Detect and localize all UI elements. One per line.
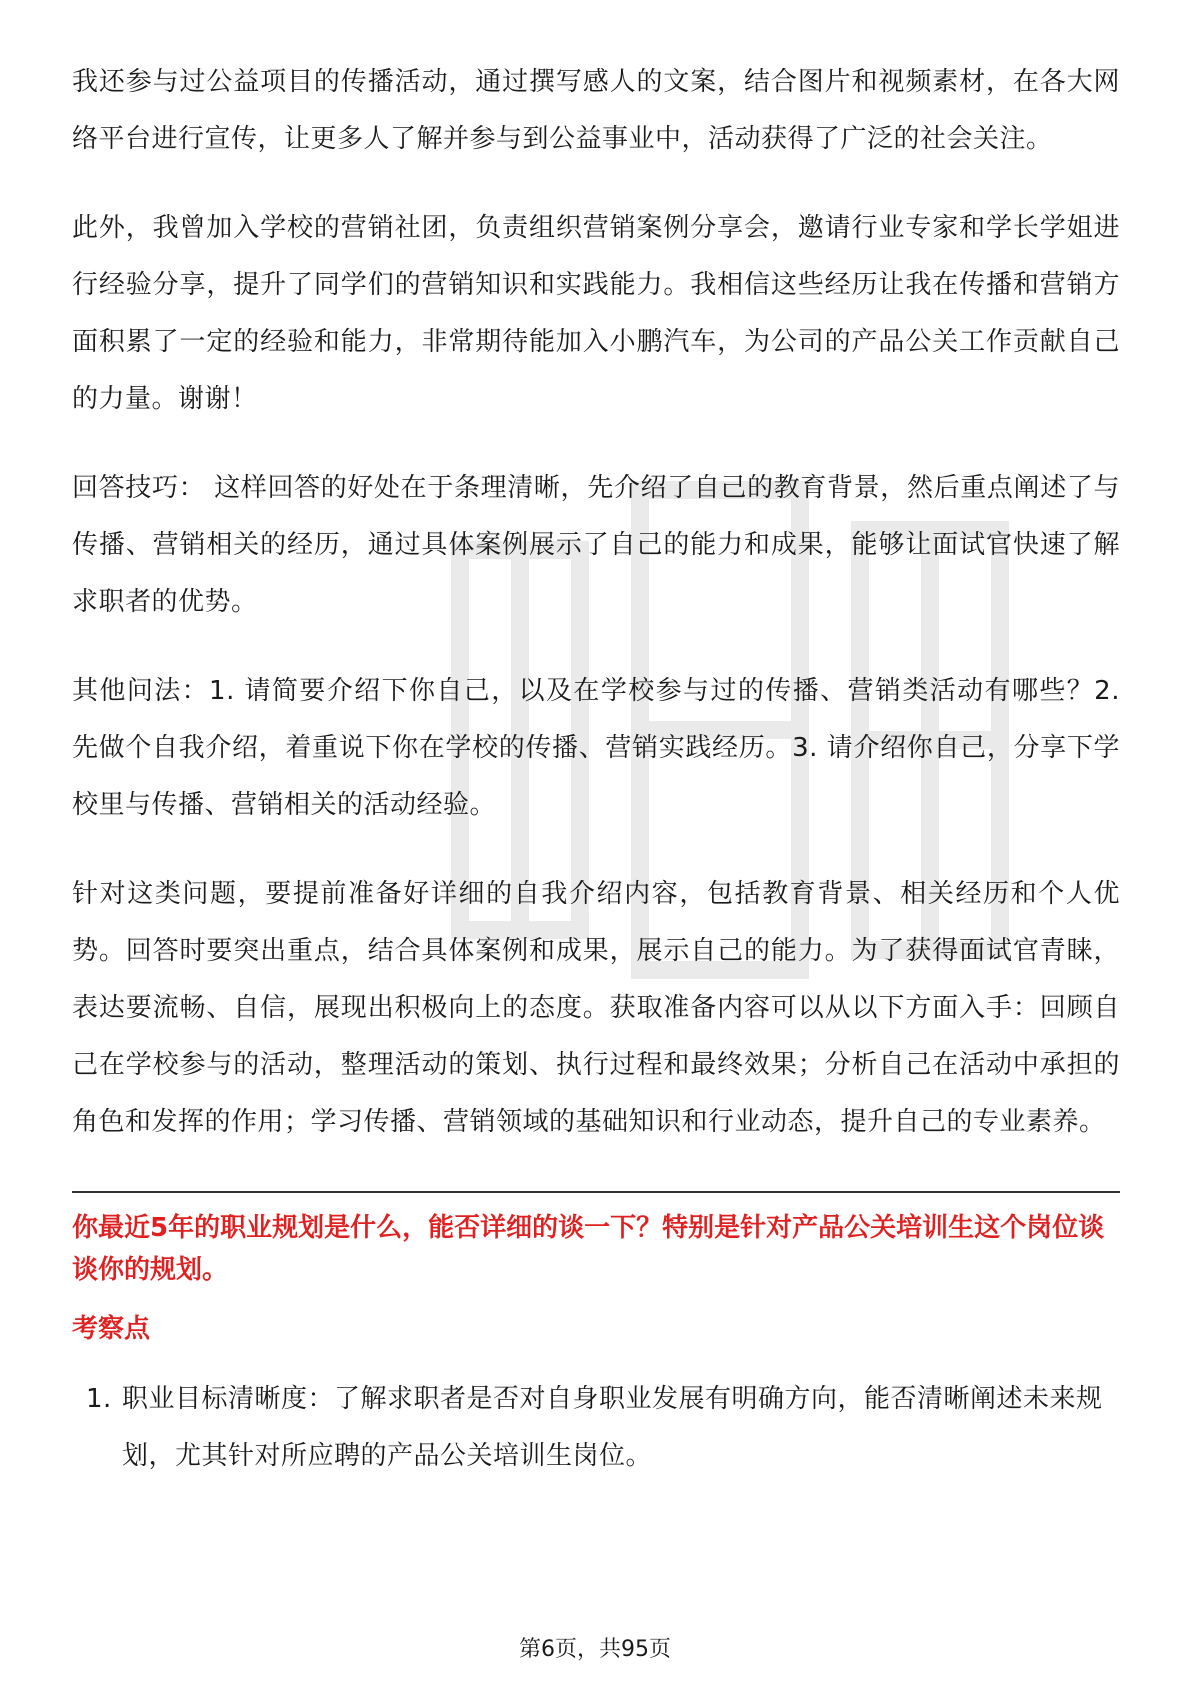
list-item-number: 1. [86,1384,112,1414]
paragraph: 此外，我曾加入学校的营销社团，负责组织营销案例分享会，邀请行业专家和学长学姐进行经验分享，提升了同学们的营销知识和实践能力。我相信这些经历让我在传播和营销方面积累了一定的经验和能力，非常期待能加入小鹏汽车，为公司的产品公关工作贡献自己的力量。谢谢！ [72,213,1120,414]
paragraph: 我还参与过公益项目的传播活动，通过撰写感人的文案，结合图片和视频素材，在各大网络平台进行宣传，让更多人了解并参与到公益事业中，活动获得了广泛的社会关注。 [72,67,1120,154]
section-divider [72,1191,1120,1193]
list-item-text: 职业目标清晰度：了解求职者是否对自身职业发展有明确方向，能否清晰阐述未来规划，尤其针对所应聘的产品公关培训生岗位。 [122,1384,1103,1471]
assessment-points-list [72,1371,1120,1485]
paragraph: 针对这类问题，要提前准备好详细的自我介绍内容，包括教育背景、相关经历和个人优势。回答时要突出重点，结合具体案例和成果，展示自己的能力。为了获得面试官青睐，表达要流畅、自信，展现出积极向上的态度。获取准备内容可以从以下方面入手：回顾自己在学校参与的活动，整理活动的策划、执行过程和最终效果；分析自己在活动中承担的角色和发挥的作用；学习传播、营销领域的基础知识和行业动态，提升自己的专业素养。 [72,879,1120,1137]
alternative-questions-paragraph: 其他问法：1. 请简要介绍下你自己，以及在学校参与过的传播、营销类活动有哪些？2. 先做个自我介绍，着重说下你在学校的传播、营销实践经历。3. 请介绍你自己，分享下学校里与传播、营销相关的活动经验。 [72,676,1120,820]
answer-tips-paragraph: 回答技巧： 这样回答的好处在于条理清晰，先介绍了自己的教育背景，然后重点阐述了与传播、营销相关的经历，通过具体案例展示了自己的能力和成果，能够让面试官快速了解求职者的优势。 [72,473,1120,617]
interview-question: 你最近5年的职业规划是什么，能否详细的谈一下？特别是针对产品公关培训生这个岗位谈谈你的规划。 [72,1213,1105,1285]
document-body [72,54,1120,1485]
section-heading: 考察点 [72,1314,151,1344]
page-footer: 第6页，共95页 [519,1637,671,1662]
list-item [72,1371,1120,1485]
